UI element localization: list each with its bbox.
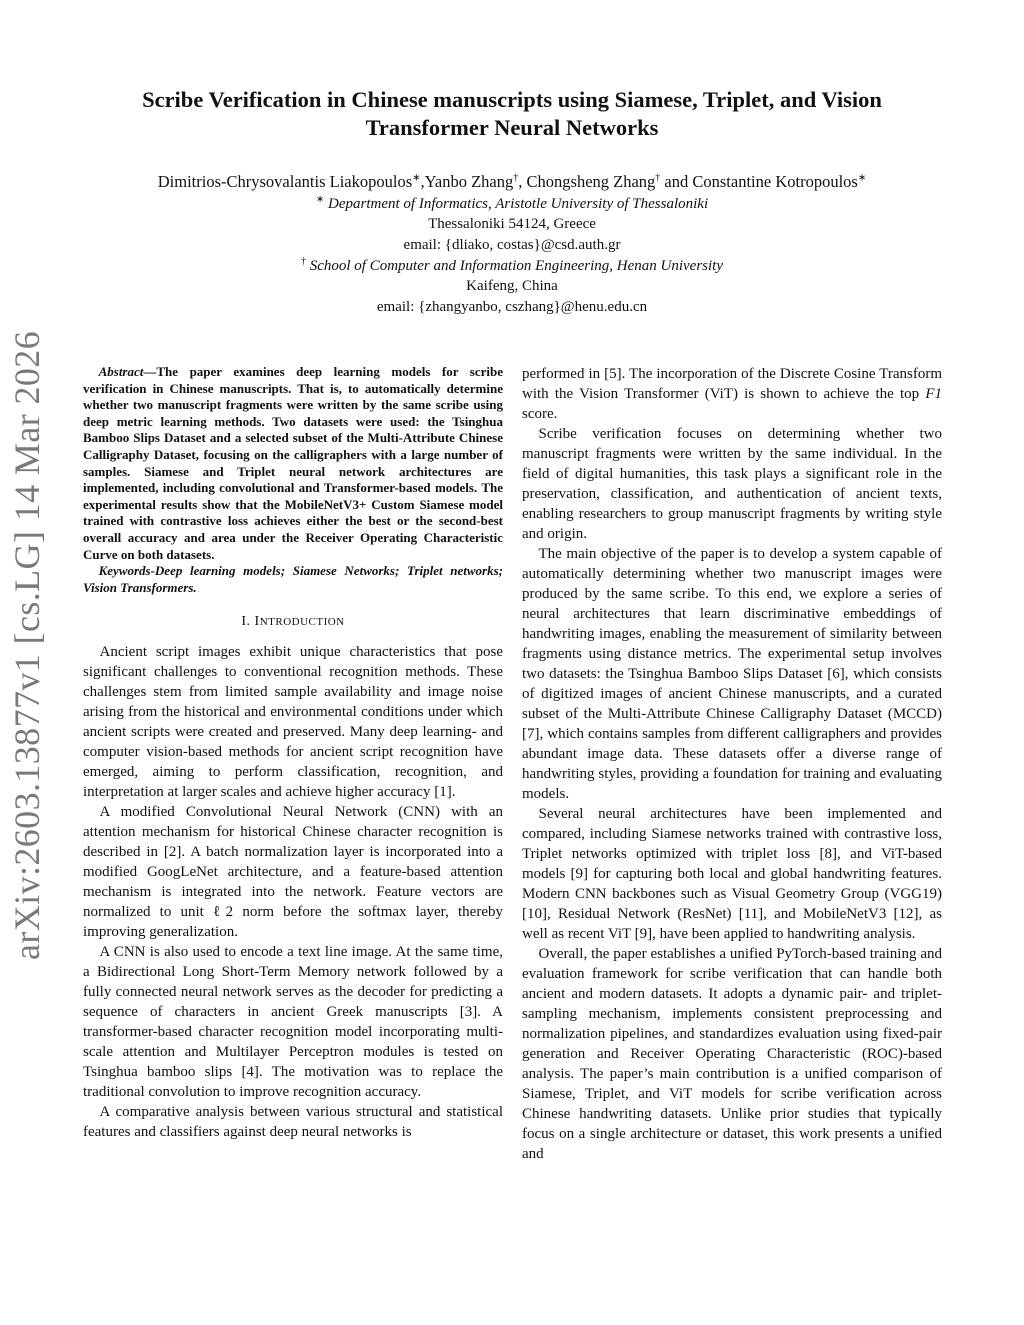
left-paragraph-4: A comparative analysis between various structural and statistical features and classifiers against deep neural networks is bbox=[83, 1104, 503, 1141]
arxiv-identifier: arXiv:2603.13877v1 [cs.LG] 14 Mar 2026 bbox=[7, 330, 47, 960]
affiliation-1-mark: ∗ bbox=[315, 194, 325, 205]
author-2: ,Yanbo Zhang bbox=[420, 172, 514, 191]
affiliation-1-name: Department of Informatics, Aristotle University of Thessaloniki bbox=[328, 196, 709, 212]
left-paragraph-2: A modified Convolutional Neural Network (CNN) with an attention mechanism for historical Chinese character recognition is described in [2]. A batch normalization layer is incorporated into a modified GoogLeNet architecture, and a feature-based attention mechanism is integrated into the network. Feature vectors are normalized to unit ℓ2 norm before the softmax layer, thereby improving generalization. bbox=[83, 804, 503, 941]
affiliation-2-city: Kaifeng, China bbox=[466, 278, 558, 294]
affiliation-2-email: email: {zhangyanbo, cszhang}@henu.edu.cn bbox=[376, 299, 648, 315]
abstract-text: —The paper examines deep learning models for scribe verification in Chinese manuscripts. That is, to automatically determine whether two manuscript fragments were written by the same scribe using deep metric learning methods. Two datasets were used: the Tsinghua Bamboo Slips Dataset and a selected subset of the Multi-Attribute Chinese Calligraphy Dataset, focusing on the calligraphers with a large number of samples. Siamese and Triplet neural network architectures are implemented, including convolutional and Transformer-based models. The experimental results show that the MobileNetV3+ Custom Siamese model trained with contrastive loss achieves either the best or the second-best overall accuracy and area under the Receiver Operating Characteristic Curve on both datasets. bbox=[83, 364, 503, 562]
author-4: and Constantine Kotropoulos bbox=[660, 172, 858, 191]
author-list bbox=[60, 172, 964, 192]
author-4-mark: ∗ bbox=[857, 172, 867, 184]
section-first-letter: I bbox=[254, 614, 260, 630]
left-paragraph-3: A CNN is also used to encode a text line image. At the same time, a Bidirectional Long Short-Term Memory network followed by a fully connected neural network serves as the decoder for predicting a sequence of characters in ancient Greek manuscripts [3]. A transformer-based character recognition model incorporating multi-scale attention and Multilayer Perceptron modules is tested on Tsinghua bamboo slips [4]. The motivation was to replace the traditional convolution to improve recognition accuracy. bbox=[83, 944, 503, 1101]
affiliation-2 bbox=[100, 256, 924, 276]
section-heading-introduction bbox=[83, 612, 503, 632]
right-continued-text: performed in [5]. The incorporation of the Discrete Cosine Transform with the Vision Transformer (ViT) is shown to achieve the top bbox=[522, 366, 942, 402]
section-number: I. bbox=[241, 614, 255, 630]
title-line-2: Transformer Neural Networks bbox=[365, 115, 659, 140]
right-paragraph-continued bbox=[522, 364, 942, 424]
author-1: Dimitrios-Chrysovalantis Liakopoulos bbox=[157, 172, 413, 191]
affiliation-2-name: School of Computer and Information Engineering, Henan University bbox=[309, 258, 724, 274]
abstract bbox=[83, 364, 503, 563]
right-continued-end: score. bbox=[522, 406, 558, 422]
right-paragraph-1: Scribe verification focuses on determining whether two manuscript fragments were written by the same individual. In the field of digital humanities, this task plays a significant role in the preservation, classification, and authentication of ancient texts, enabling researchers to group manuscript fragments by writing style and origin. bbox=[522, 426, 942, 542]
paper-title bbox=[100, 86, 924, 142]
keywords: Keywords-Deep learning models; Siamese Networks; Triplet networks; Vision Transformers. bbox=[83, 563, 503, 595]
author-3-mark: † bbox=[655, 172, 661, 184]
affiliation-1-email: email: {dliako, costas}@csd.auth.gr bbox=[403, 237, 621, 253]
right-column bbox=[522, 364, 942, 1164]
left-paragraph-1: Ancient script images exhibit unique characteristics that pose significant challenges to conventional recognition methods. These challenges stem from limited sample availability and image noise arising from the historical and environmental conditions under which ancient scripts were created and preserved. Many deep learning- and computer vision-based methods for ancient script recognition have emerged, aiming to perform classification, recognition, and interpretation at larger scales and achieve higher accuracy [1]. bbox=[83, 644, 503, 801]
affiliation-1-city: Thessaloniki 54124, Greece bbox=[428, 216, 596, 232]
left-column bbox=[83, 364, 503, 1142]
section-title-rest: NTRODUCTION bbox=[259, 616, 345, 629]
author-2-mark: † bbox=[513, 172, 519, 184]
right-paragraph-4: Overall, the paper establishes a unified PyTorch-based training and evaluation framework for scribe verification that can handle both ancient and modern datasets. It adopts a dynamic pair- and triplet-sampling mechanism, implements consistent preprocessing and normalization pipelines, and standardizes evaluation using fixed-pair generation and Receiver Operating Characteristic (ROC)-based analysis. The paper’s main contribution is a unified comparison of Siamese, Triplet, and ViT models for scribe verification across Chinese handwriting datasets. Unlike prior studies that typically focus on a single architecture or dataset, this work presents a unified and bbox=[522, 946, 942, 1162]
right-paragraph-3: Several neural architectures have been implemented and compared, including Siamese networks trained with contrastive loss, Triplet networks optimized with triplet loss [8], and ViT-based models [9] for capturing both local and global handwriting features. Modern CNN backbones such as Visual Geometry Group (VGG19) [10], Residual Network (ResNet) [11], and MobileNetV3 [12], as well as recent ViT [9], have been applied to handwriting analysis. bbox=[522, 806, 942, 942]
abstract-label: Abstract bbox=[98, 364, 144, 379]
right-paragraph-2: The main objective of the paper is to develop a system capable of automatically determining whether two manuscript images were produced by the same scribe. To this end, we explore a series of neural architectures that learn discriminative embeddings of handwriting images, enabling the measurement of similarity between fragments using distance metrics. The experimental setup involves two datasets: the Tsinghua Bamboo Slips Dataset [6], which consists of digitized images of ancient Chinese manuscripts, and a curated subset of the Multi-Attribute Chinese Calligraphy Dataset (MCCD) [7], which contains samples from different calligraphers and provides abundant image data. These datasets offer a diverse range of handwriting styles, providing a foundation for training and evaluating models. bbox=[522, 546, 942, 802]
affiliation-2-mark: † bbox=[300, 256, 306, 267]
title-line-1: Scribe Verification in Chinese manuscripts using Siamese, Triplet, and Vision bbox=[142, 87, 882, 112]
f1-symbol: F1 bbox=[925, 386, 942, 402]
affiliation-1 bbox=[100, 194, 924, 214]
author-3: , Chongsheng Zhang bbox=[518, 172, 656, 191]
author-1-mark: ∗ bbox=[412, 172, 421, 184]
